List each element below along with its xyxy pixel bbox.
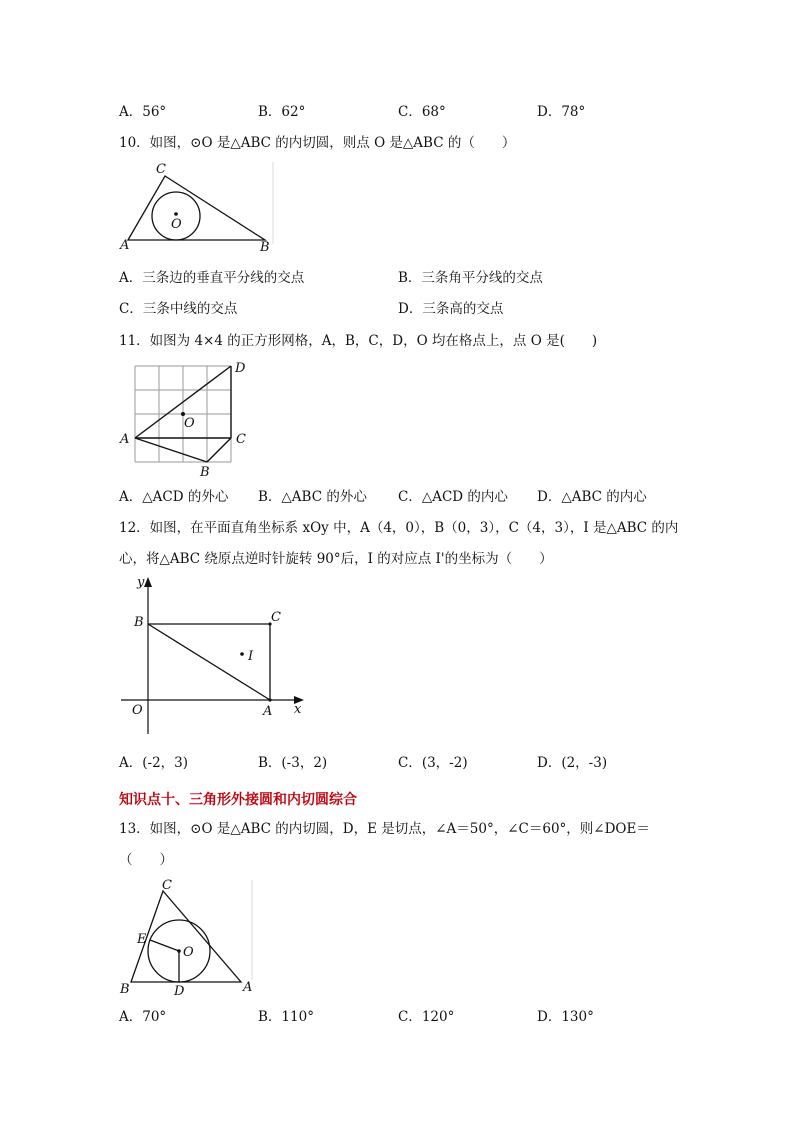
q12-label-o: O [132, 703, 143, 718]
q13-label-c: C [162, 878, 172, 893]
q11-option-d: D．△ABC 的内心 [537, 489, 647, 505]
q12-label-a: A [263, 704, 273, 719]
q13-stem-line1: 13．如图，⊙O 是△ABC 的内切圆，D，E 是切点，∠A＝50°，∠C＝60°，则∠DOE＝ [119, 821, 650, 837]
q13-label-a: A [243, 980, 253, 995]
q13-label-o: O [183, 945, 194, 960]
q10-label-c: C [156, 162, 166, 177]
q10-label-b: B [260, 240, 270, 255]
q10-label-a: A [120, 238, 130, 253]
q12-figure [118, 574, 313, 744]
q11-option-a: A．△ACD 的外心 [119, 489, 229, 505]
q11-option-b: B．△ABC 的外心 [258, 489, 367, 505]
q11-label-d: D [235, 361, 246, 376]
q13-stem-line2: （ ） [119, 852, 173, 868]
q12-option-a: A．(-2，3) [119, 755, 189, 771]
q9-option-c: C．68° [398, 104, 446, 120]
q12-label-x: x [294, 702, 302, 717]
q13-label-d: D [174, 984, 185, 999]
q11-label-c: C [236, 432, 246, 447]
q12-option-b: B．(-3，2) [258, 755, 328, 771]
q11-label-b: B [200, 465, 210, 480]
q10-option-b: B．三条角平分线的交点 [398, 270, 543, 286]
q12-stem-line1: 12．如图，在平面直角坐标系 xOy 中，A（4，0），B（0，3），C（4，3），I 是△ABC 的内 [119, 520, 679, 536]
q13-label-b: B [120, 982, 130, 997]
q10-option-a: A．三条边的垂直平分线的交点 [119, 270, 305, 286]
q11-stem: 11．如图为 4×4 的正方形网格，A，B，C，D，O 均在格点上，点 O 是( ) [119, 333, 598, 349]
q9-option-d: D．78° [537, 104, 586, 120]
q12-label-i: I [248, 649, 254, 664]
q12-stem-line2: 心，将△ABC 绕原点逆时针旋转 90°后，I 的对应点 I'的坐标为（ ） [119, 551, 553, 567]
q10-option-d: D．三条高的交点 [398, 301, 504, 317]
q10-label-o: O [171, 217, 182, 232]
q11-figure [118, 360, 253, 480]
q12-label-c: C [271, 610, 281, 625]
q12-option-c: C．(3，-2) [398, 755, 468, 771]
q9-option-a: A．56° [119, 104, 167, 120]
q13-option-d: D．130° [537, 1009, 594, 1025]
q10-stem: 10．如图，⊙O 是△ABC 的内切圆，则点 O 是△ABC 的（ ） [119, 135, 516, 151]
q11-option-c: C．△ACD 的内心 [398, 489, 508, 505]
q9-option-b: B．62° [258, 104, 306, 120]
q11-label-o: O [184, 416, 195, 431]
q12-option-d: D．(2，-3) [537, 755, 608, 771]
q10-figure [118, 158, 278, 254]
section-title: 知识点十、三角形外接圆和内切圆综合 [119, 792, 357, 808]
q13-label-e: E [137, 932, 147, 947]
q12-label-y: y [137, 575, 145, 590]
q11-label-a: A [120, 432, 130, 447]
q13-option-a: A．70° [119, 1009, 167, 1025]
q13-figure [118, 876, 258, 998]
q10-option-c: C．三条中线的交点 [119, 301, 238, 317]
q13-option-c: C．120° [398, 1009, 455, 1025]
q12-label-b: B [134, 615, 144, 630]
q13-option-b: B．110° [258, 1009, 314, 1025]
